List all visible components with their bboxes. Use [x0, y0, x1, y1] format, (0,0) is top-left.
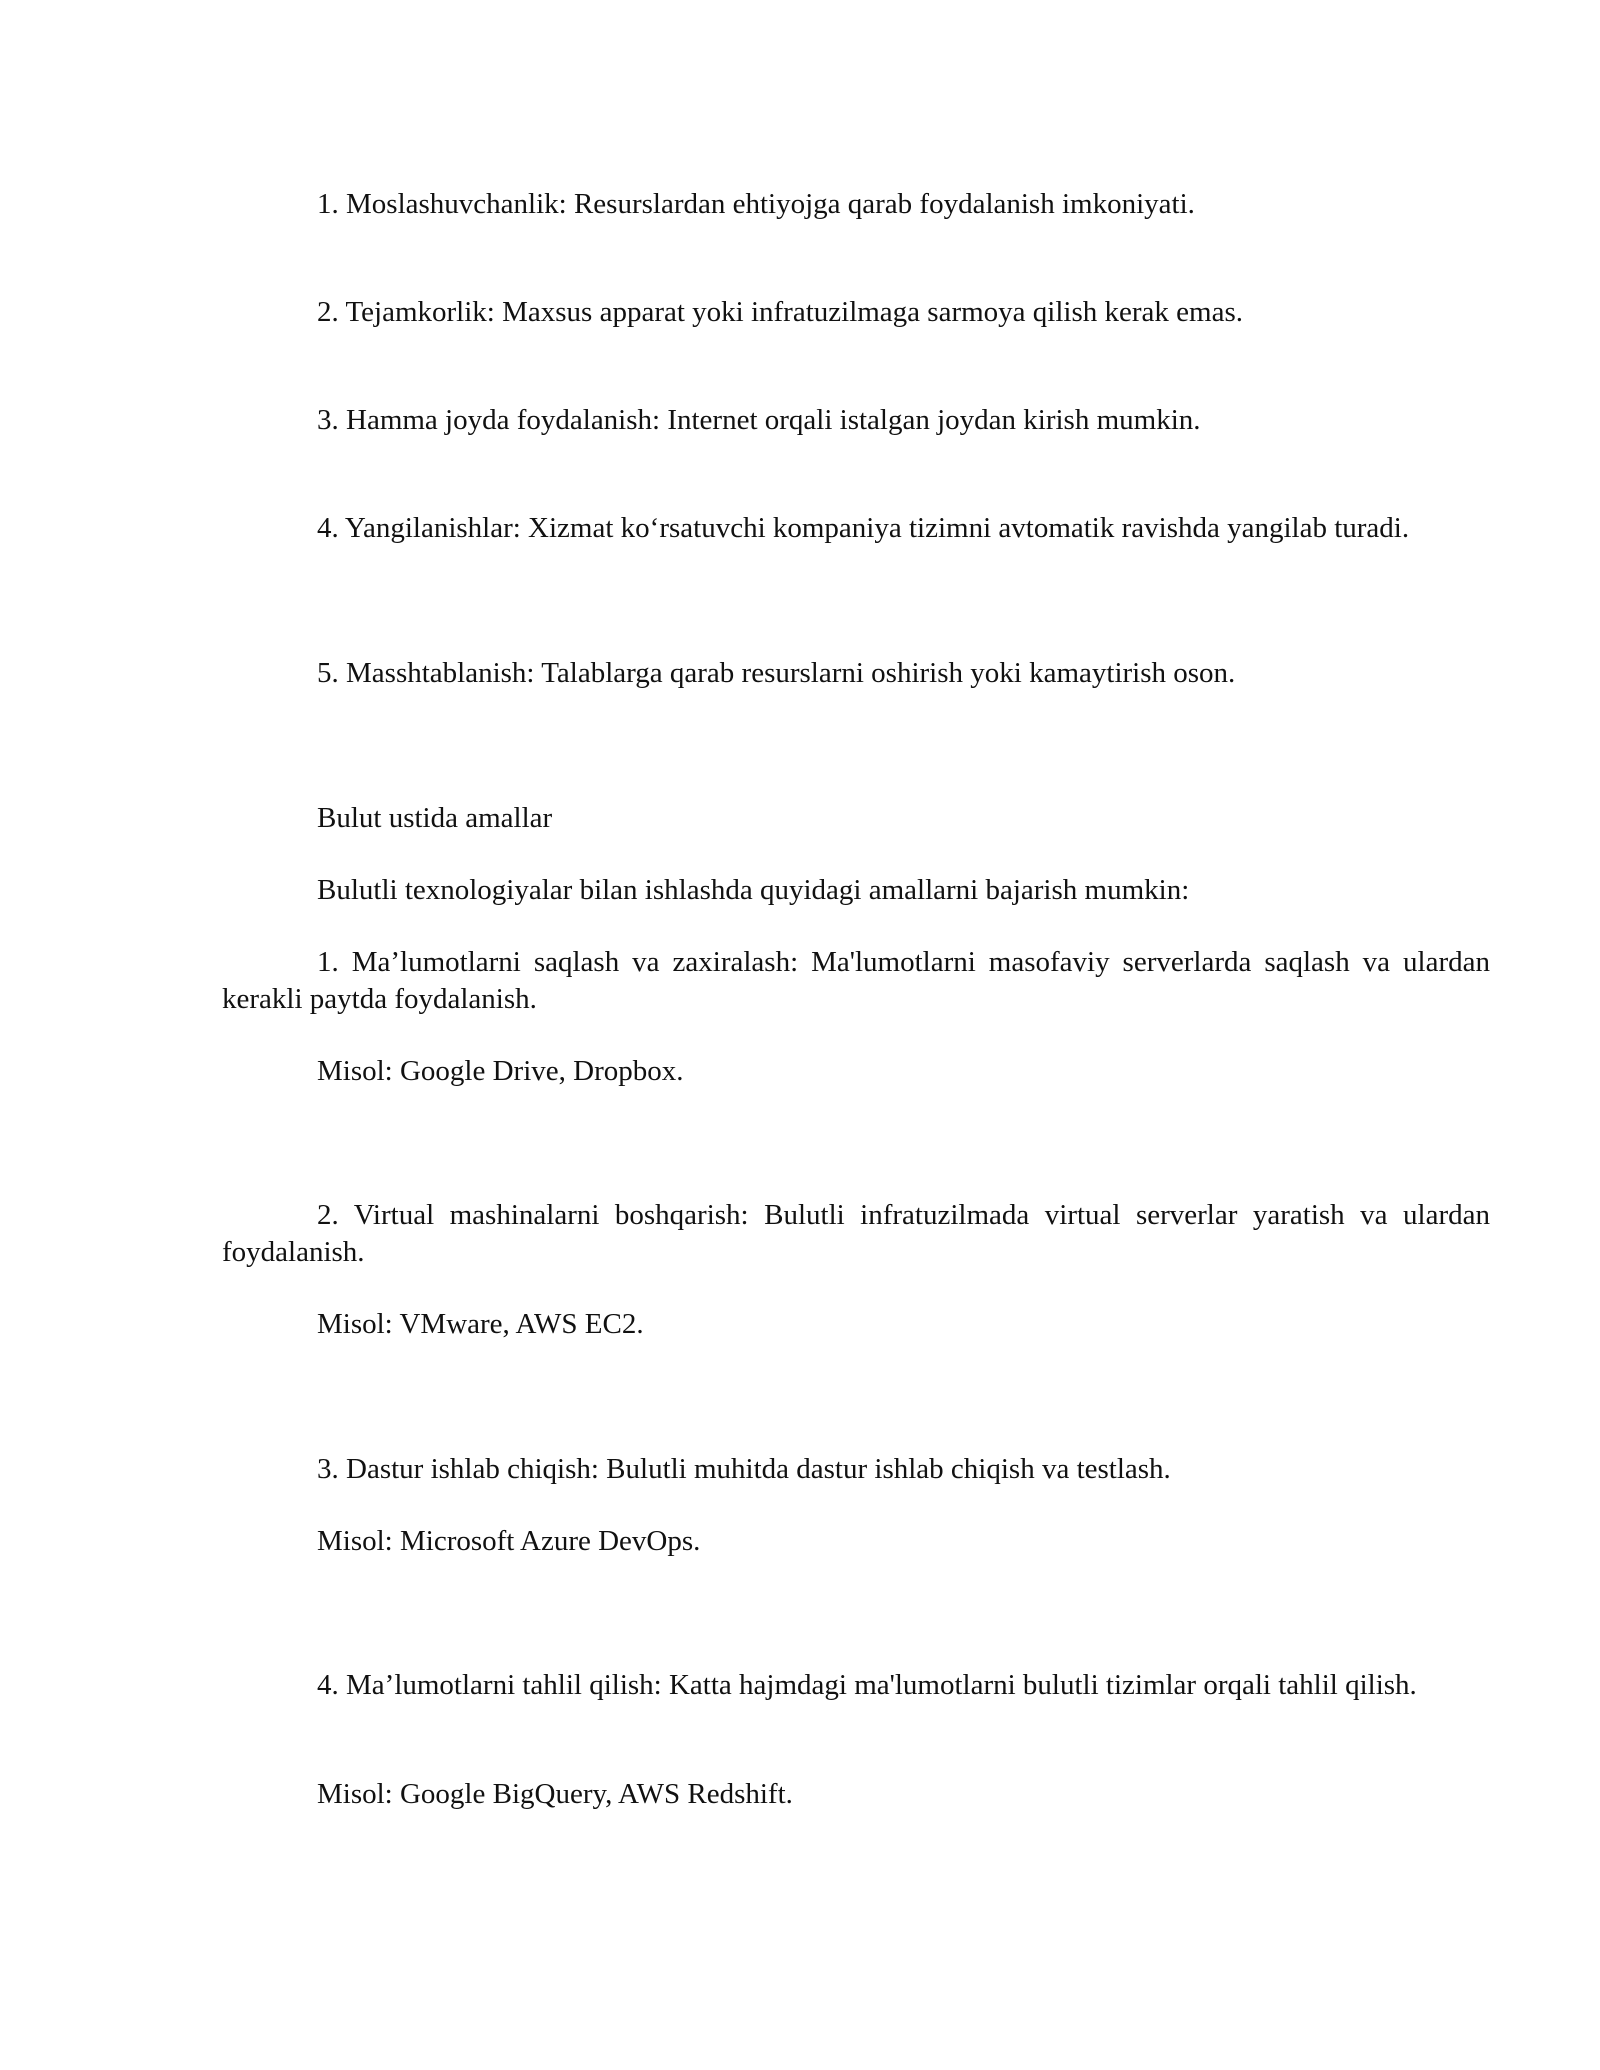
operation-example: Misol: VMware, AWS EC2.: [317, 1308, 644, 1340]
operation-item: 2. Virtual mashinalarni boshqarish: Bulutli infratuzilmada virtual serverlar yaratish va ulardan foydalanish.: [222, 1199, 1490, 1268]
advantage-item: 5. Masshtablanish: Talablarga qarab resurslarni oshirish yoki kamaytirish oson.: [317, 657, 1236, 689]
operation-item: 4. Ma’lumotlarni tahlil qilish: Katta hajmdagi ma'lumotlarni bulutli tizimlar orqali tahlil qilish.: [317, 1669, 1417, 1701]
operation-item: 1. Ma’lumotlarni saqlash va zaxiralash: Ma'lumotlarni masofaviy serverlarda saqlash va ulardan kerakli paytda foydalanish.: [222, 946, 1490, 1015]
operation-example: Misol: Microsoft Azure DevOps.: [317, 1525, 701, 1557]
operation-example: Misol: Google BigQuery, AWS Redshift.: [317, 1778, 793, 1810]
operation-item: 3. Dastur ishlab chiqish: Bulutli muhitda dastur ishlab chiqish va testlash.: [317, 1453, 1171, 1485]
advantage-item: 2. Tejamkorlik: Maxsus apparat yoki infratuzilmaga sarmoya qilish kerak emas.: [317, 296, 1243, 328]
advantage-item: 4. Yangilanishlar: Xizmat ko‘rsatuvchi kompaniya tizimni avtomatik ravishda yangilab turadi.: [317, 512, 1410, 544]
operation-example: Misol: Google Drive, Dropbox.: [317, 1055, 684, 1087]
section-heading: Bulut ustida amallar: [317, 802, 553, 834]
advantage-item: 3. Hamma joyda foydalanish: Internet orqali istalgan joydan kirish mumkin.: [317, 404, 1201, 436]
advantage-item: 1. Moslashuvchanlik: Resurslardan ehtiyojga qarab foydalanish imkoniyati.: [317, 188, 1195, 220]
intro-paragraph: Bulutli texnologiyalar bilan ishlashda quyidagi amallarni bajarish mumkin:: [317, 874, 1190, 906]
